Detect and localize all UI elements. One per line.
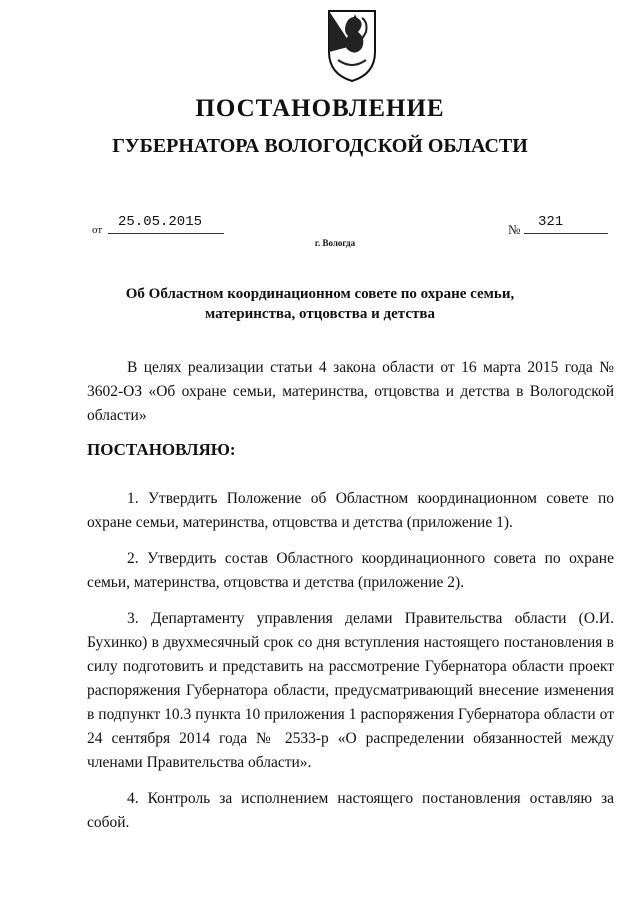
document-city: г. Вологда [314, 238, 356, 248]
date-label: от [92, 224, 103, 236]
preamble-paragraph: В целях реализации статьи 4 закона области от 16 марта 2015 года № 3602-ОЗ «Об охране семьи, материнства, отцовства и детства в Вологодской области» [87, 359, 614, 424]
document-subject: Об Областном координационном совете по охране семьи, материнства, отцовства и детства [125, 286, 515, 322]
document-title: ПОСТАНОВЛЕНИЕ [195, 95, 445, 122]
decree-item: 1. Утвердить Положение об Областном координационном совете по охране семьи, материнства, отцовства и детства (приложение 1). [87, 490, 614, 531]
decree-items [87, 487, 614, 847]
decree-item: 4. Контроль за исполнением настоящего постановления оставляю за собой. [87, 790, 614, 831]
number-label: № [508, 222, 521, 237]
document-date: 25.05.2015 [118, 214, 203, 230]
date-underline [108, 233, 224, 234]
document-issuer: ГУБЕРНАТОРА ВОЛОГОДСКОЙ ОБЛАСТИ [112, 135, 528, 157]
decree-item: 2. Утвердить состав Областного координационного совета по охране семьи, материнства, отцовства и детства (приложение 2). [87, 550, 614, 591]
number-underline [524, 233, 608, 234]
decree-item: 3. Департаменту управления делами Правительства области (О.И. Бухинко) в двухмесячный срок со дня вступления настоящего постановления в силу подготовить и представить на рассмотрение Губернатора области проект распоряжения Губернатора области, предусматривающий внесение изменения в подпункт 10.3 пункта 10 приложения 1 распоряжения Губернатора области от 24 сентября 2014 года № 2533-р «О распределении обязанностей между членами Правительства области». [87, 610, 614, 771]
document-number: 321 [538, 214, 564, 230]
coat-of-arms-icon [326, 8, 378, 84]
decree-heading: ПОСТАНОВЛЯЮ: [87, 440, 236, 459]
